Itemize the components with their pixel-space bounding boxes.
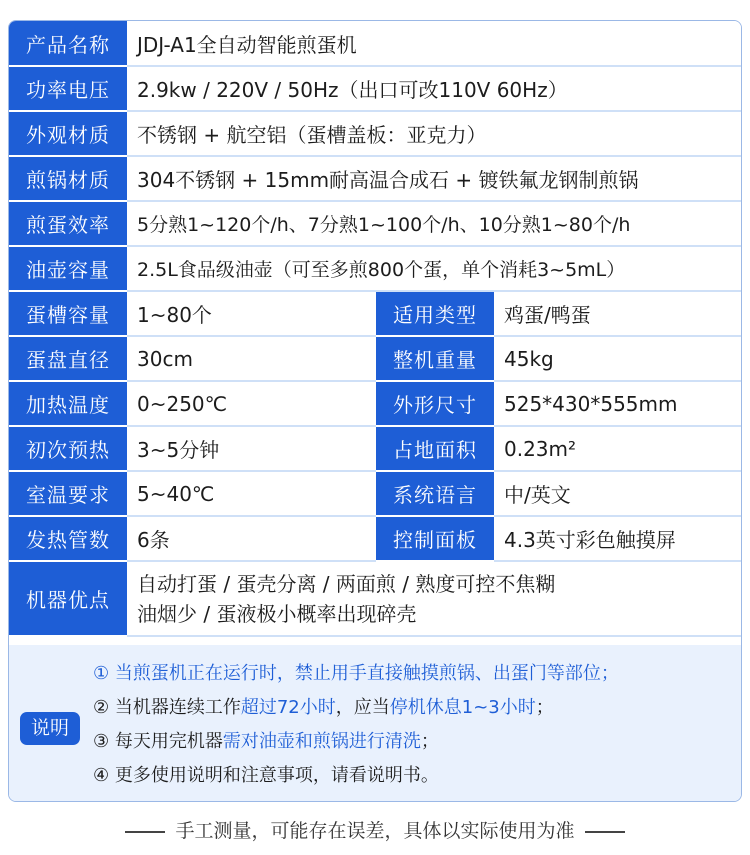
- dash-divider: [125, 831, 165, 833]
- spec-label: 控制面板: [376, 516, 494, 561]
- note-highlight: 停机休息1~3小时: [389, 697, 536, 718]
- spec-value: 6条: [127, 516, 376, 561]
- notes-list: [93, 657, 737, 793]
- spec-label: 功率电压: [9, 66, 127, 111]
- spec-label: 适用类型: [376, 291, 494, 336]
- note-item: ① 当煎蛋机正在运行时，禁止用手直接触摸煎锅、出蛋门等部位；: [93, 663, 619, 684]
- spec-row-material: [9, 111, 741, 156]
- note-text: ；: [535, 697, 554, 718]
- spec-label: 煎蛋效率: [9, 201, 127, 246]
- spec-label: 系统语言: [376, 471, 494, 516]
- spec-row-power: [9, 66, 741, 111]
- spec-row-pan-material: [9, 156, 741, 201]
- note-highlight: 需对油壶和煎锅进行清洗: [222, 731, 421, 752]
- spec-row-oil-capacity: [9, 246, 741, 291]
- spec-label: 整机重量: [376, 336, 494, 381]
- spec-row-product-name: [9, 21, 741, 66]
- spec-value: 2.5L食品级油壶（可至多煎800个蛋，单个消耗3~5mL）: [127, 246, 741, 291]
- spec-value: 不锈钢 + 航空铝（蛋槽盖板：亚克力）: [127, 111, 741, 156]
- spec-label: 加热温度: [9, 381, 127, 426]
- notes-badge: 说明: [20, 712, 80, 745]
- note-item: [93, 725, 737, 759]
- note-text: ，应当: [335, 697, 390, 718]
- spec-label: 初次预热: [9, 426, 127, 471]
- spec-value: 45kg: [494, 336, 741, 381]
- note-item: ④ 更多使用说明和注意事项，请看说明书。: [93, 765, 439, 786]
- spec-row-pair: [9, 426, 741, 471]
- spec-label: 煎锅材质: [9, 156, 127, 201]
- spec-value: 3~5分钟: [127, 426, 376, 471]
- note-highlight: 超过72小时: [240, 697, 336, 718]
- spec-row-advantages: [9, 561, 741, 636]
- advantages-line: 油烟少 / 蛋液极小概率出现碎壳: [137, 601, 417, 626]
- spec-row-pair: [9, 336, 741, 381]
- spec-value: 鸡蛋/鸭蛋: [494, 291, 741, 336]
- spec-value: 0~250℃: [127, 381, 376, 426]
- note-text: ；: [420, 731, 439, 752]
- spec-value: 525*430*555mm: [494, 381, 741, 426]
- spec-label: 蛋槽容量: [9, 291, 127, 336]
- spec-label: 外观材质: [9, 111, 127, 156]
- footer-text: 手工测量，可能存在误差，具体以实际使用为准: [175, 820, 575, 842]
- spec-label: 油壶容量: [9, 246, 127, 291]
- spec-row-pair: [9, 471, 741, 516]
- spec-row-efficiency: [9, 201, 741, 246]
- note-text: ② 当机器连续工作: [93, 697, 241, 718]
- spec-value: 5分熟1~120个/h、7分熟1~100个/h、10分熟1~80个/h: [127, 201, 741, 246]
- spec-label: 机器优点: [9, 561, 127, 636]
- dash-divider: [585, 831, 625, 833]
- note-text: ③ 每天用完机器: [93, 731, 223, 752]
- spec-value: JDJ-A1全自动智能煎蛋机: [127, 21, 741, 66]
- spec-value: 中/英文: [494, 471, 741, 516]
- footer-note: [0, 816, 750, 843]
- spec-value: 2.9kw / 220V / 50Hz（出口可改110V 60Hz）: [127, 66, 741, 111]
- spec-card: [8, 20, 742, 802]
- spec-value: 4.3英寸彩色触摸屏: [494, 516, 741, 561]
- advantages-value: [127, 561, 741, 636]
- spec-row-pair: [9, 516, 741, 561]
- spec-value: 5~40℃: [127, 471, 376, 516]
- spec-value: 1~80个: [127, 291, 376, 336]
- spec-label: 产品名称: [9, 21, 127, 66]
- spec-value: 30cm: [127, 336, 376, 381]
- note-item: [93, 691, 737, 725]
- spec-value: 304不锈钢 + 15mm耐高温合成石 + 镀铁氟龙钢制煎锅: [127, 156, 741, 201]
- spec-table: [9, 21, 741, 637]
- advantages-line: 自动打蛋 / 蛋壳分离 / 两面煎 / 熟度可控不焦糊: [137, 571, 556, 596]
- spec-row-pair: [9, 381, 741, 426]
- spec-label: 蛋盘直径: [9, 336, 127, 381]
- spec-label: 占地面积: [376, 426, 494, 471]
- notes-section: [9, 645, 741, 801]
- spec-label: 发热管数: [9, 516, 127, 561]
- spec-label: 室温要求: [9, 471, 127, 516]
- spec-row-pair: [9, 291, 741, 336]
- spec-value: 0.23m²: [494, 426, 741, 471]
- spec-label: 外形尺寸: [376, 381, 494, 426]
